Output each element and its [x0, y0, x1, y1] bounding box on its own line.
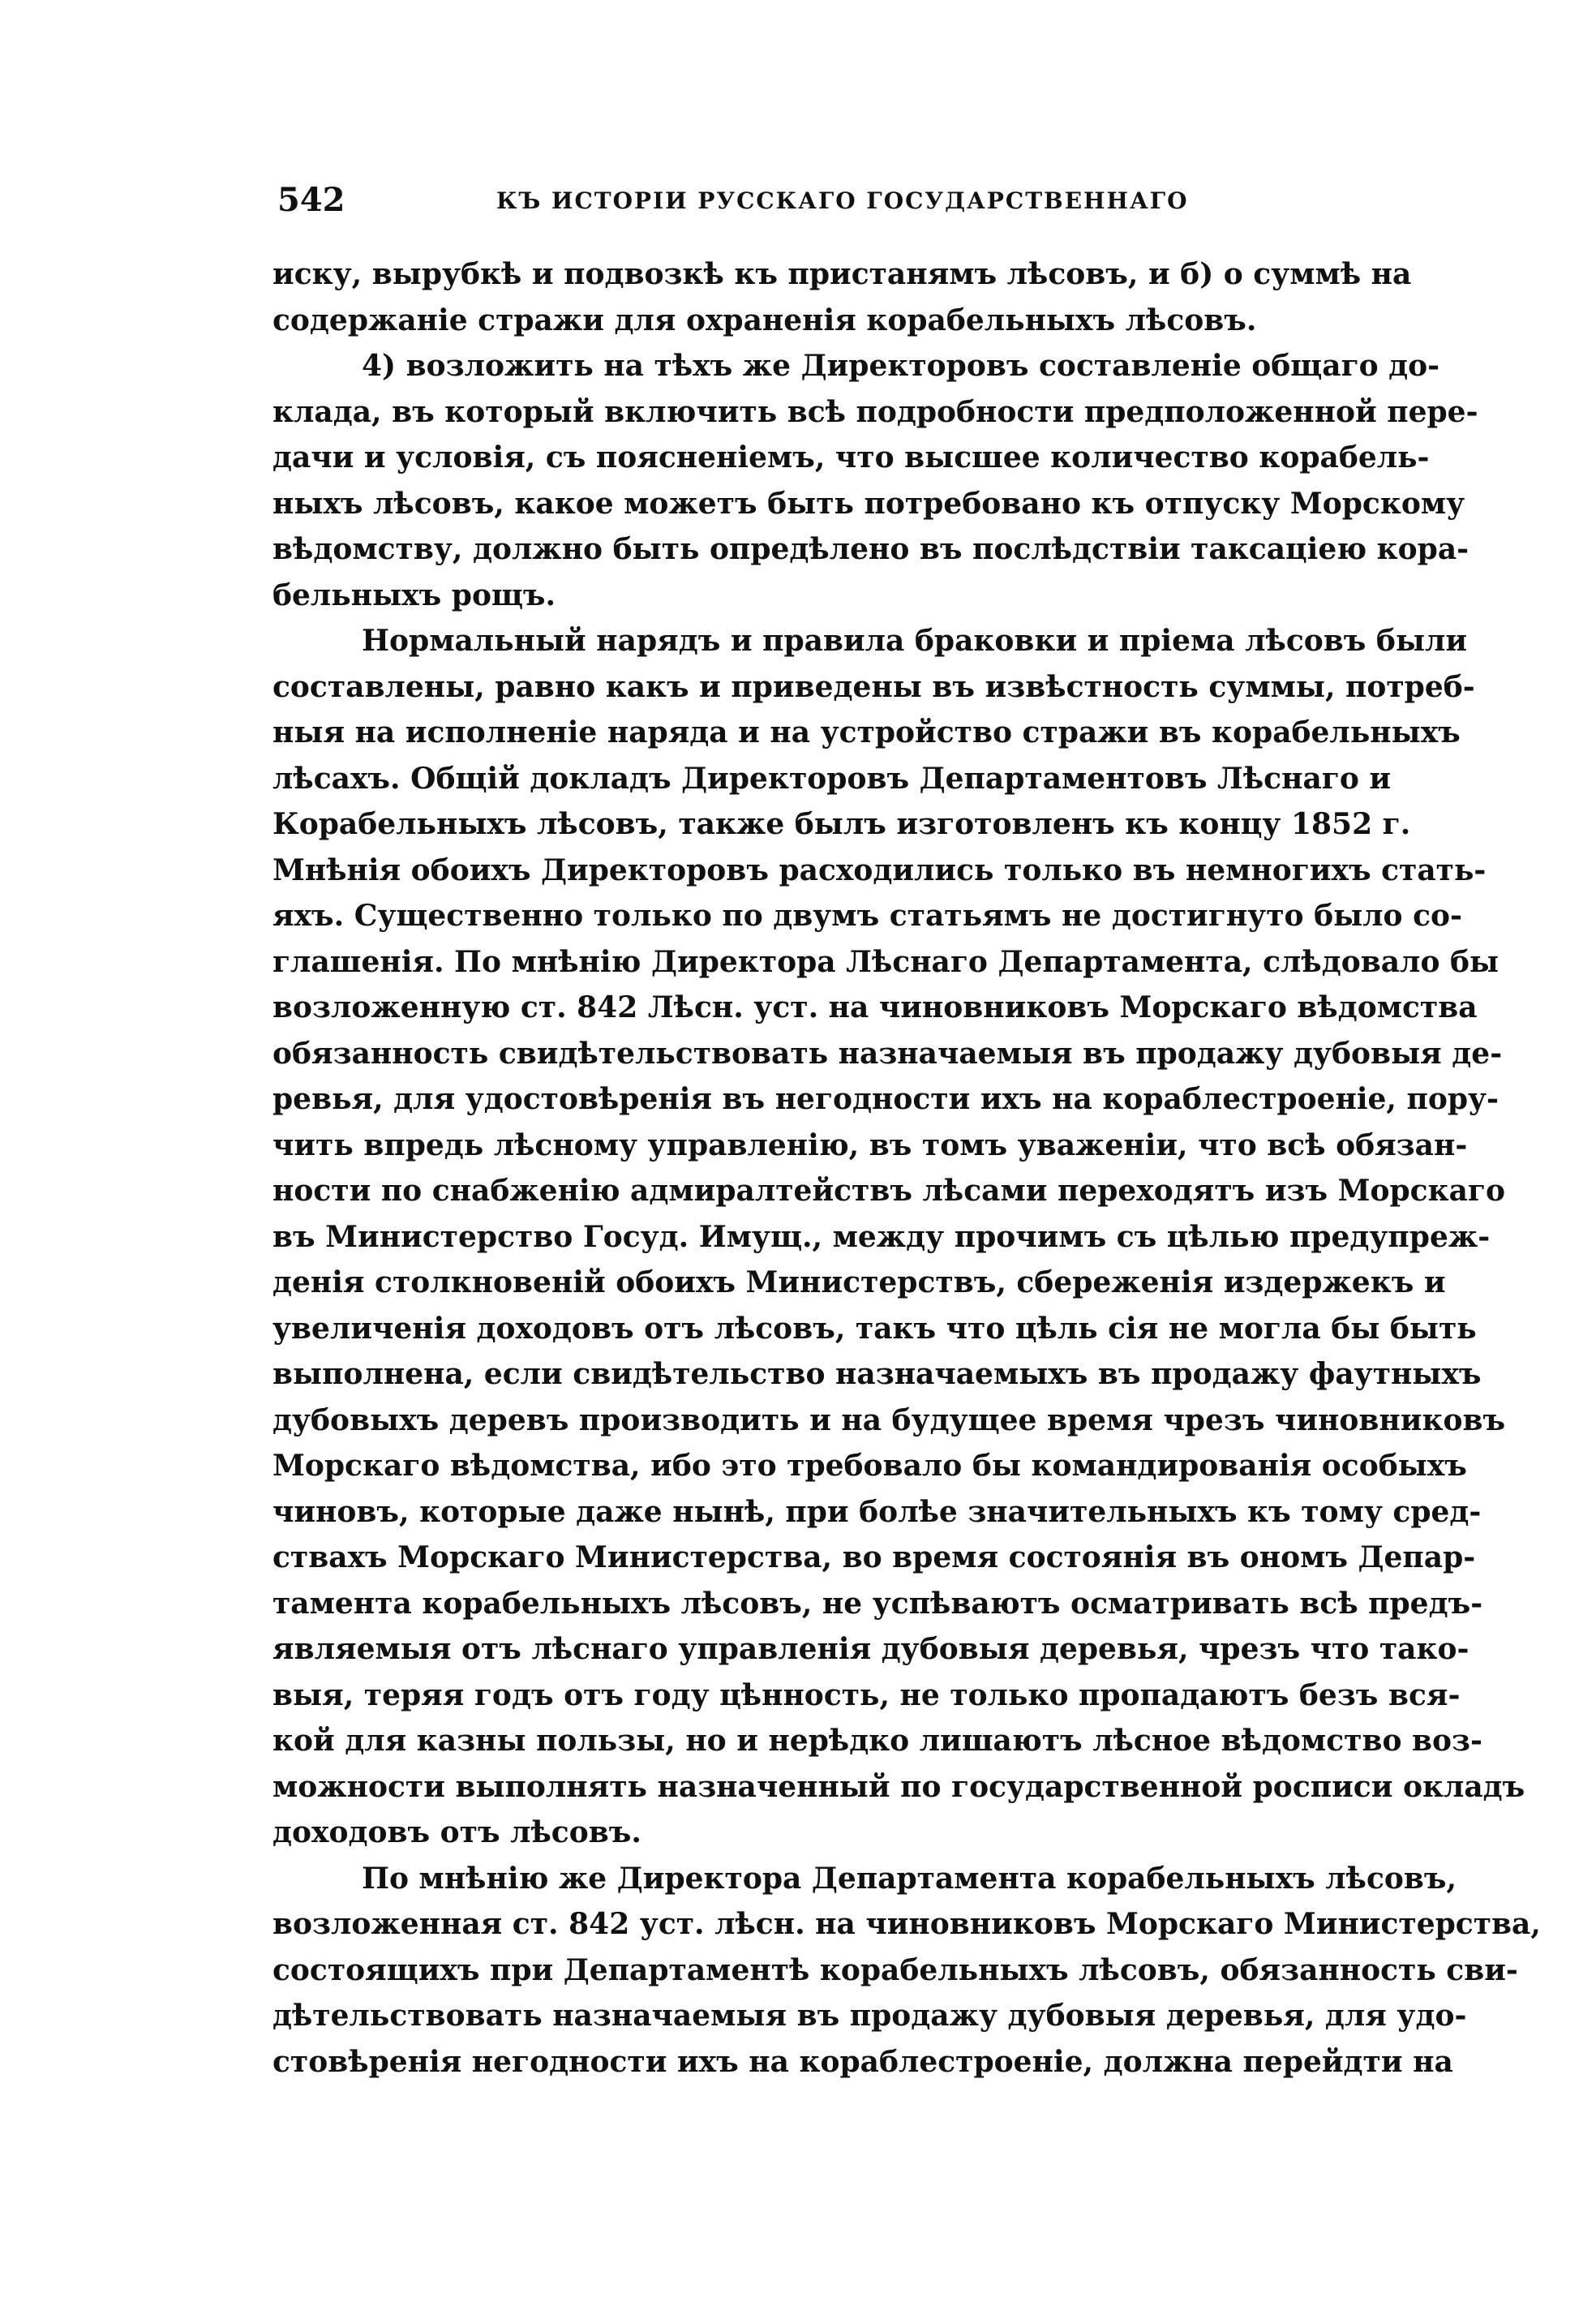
text-line: чиновъ, которые даже нынѣ, при болѣе значительныхъ къ тому сред-: [272, 1494, 1482, 1529]
text-line: ревья, для удостовѣренія въ негодности ихъ на кораблестроеніе, пору-: [272, 1082, 1499, 1116]
text-line: можности выполнять назначенный по государственной росписи окладъ: [272, 1769, 1525, 1804]
text-line: лѣсахъ. Общій докладъ Директоровъ Департаментовъ Лѣснаго и: [272, 761, 1392, 796]
text-line: составлены, равно какъ и приведены въ извѣстность суммы, потреб-: [272, 669, 1475, 704]
text-line: глашенія. По мнѣнію Директора Лѣснаго Департамента, слѣдовало бы: [272, 944, 1499, 979]
page-number: 542: [277, 181, 345, 219]
text-line: состоящихъ при Департаментѣ корабельныхъ лѣсовъ, обязанность сви-: [272, 1952, 1518, 1987]
text-line: тамента корабельныхъ лѣсовъ, не успѣваютъ осматривать всѣ предъ-: [272, 1586, 1483, 1621]
text-line: возложенную ст. 842 Лѣсн. уст. на чиновниковъ Морскаго вѣдомства: [272, 990, 1478, 1024]
text-line: бельныхъ рощъ.: [272, 578, 556, 612]
text-line: иску, вырубкѣ и подвозкѣ къ пристанямъ лѣсовъ, и б) о суммѣ на: [272, 257, 1412, 291]
text-line: въ Министерство Госуд. Имущ., между прочимъ съ цѣлью предупреж-: [272, 1219, 1491, 1254]
text-line: чить впредь лѣсному управленію, въ томъ уваженіи, что всѣ обязан-: [272, 1127, 1468, 1162]
text-line: вѣдомству, должно быть опредѣлено въ послѣдствіи таксаціею кора-: [272, 532, 1469, 566]
text-line: дачи и условія, съ поясненіемъ, что высшее количество корабель-: [272, 440, 1430, 475]
text-line: ствахъ Морскаго Министерства, во время состоянія въ ономъ Депар-: [272, 1540, 1476, 1574]
text-line: возложенная ст. 842 уст. лѣсн. на чиновниковъ Морскаго Министерства,: [272, 1907, 1541, 1941]
text-line: стовѣренія негодности ихъ на кораблестроеніе, должна перейдти на: [272, 2044, 1453, 2079]
text-line: увеличенія доходовъ отъ лѣсовъ, такъ что цѣль сія не могла бы быть: [272, 1311, 1477, 1346]
text-line: По мнѣнію же Директора Департамента корабельныхъ лѣсовъ,: [362, 1861, 1457, 1896]
text-line: ности по снабженію адмиралтействъ лѣсами переходятъ изъ Морскаго: [272, 1174, 1505, 1208]
text-line: выполнена, если свидѣтельство назначаемыхъ въ продажу фаутныхъ: [272, 1357, 1482, 1391]
text-line: выя, теряя годъ отъ году цѣнность, не только пропадаютъ безъ вся-: [272, 1677, 1461, 1712]
text-line: дубовыхъ деревъ производить и на будущее время чрезъ чиновниковъ: [272, 1402, 1506, 1437]
text-line: содержаніе стражи для охраненія корабельныхъ лѣсовъ.: [272, 303, 1257, 337]
text-line: Мнѣнія обоихъ Директоровъ расходились только въ немногихъ стать-: [272, 853, 1487, 887]
text-line: яхъ. Существенно только по двумъ статьямъ не достигнуто было со-: [272, 899, 1462, 933]
text-line: клада, въ который включить всѣ подробности предположенной пере-: [272, 394, 1478, 429]
text-line: являемыя отъ лѣснаго управленія дубовыя деревья, чрезъ что тако-: [272, 1632, 1469, 1666]
running-header: [277, 180, 1356, 221]
text-line: Морскаго вѣдомства, ибо это требовало бы командированія особыхъ: [272, 1449, 1467, 1483]
text-line: ныя на исполненіе наряда и на устройство стражи въ корабельныхъ: [272, 715, 1461, 749]
text-line: ныхъ лѣсовъ, какое можетъ быть потребовано къ отпуску Морскому: [272, 486, 1465, 521]
text-line: Нормальный нарядъ и правила браковки и пріема лѣсовъ были: [362, 624, 1468, 658]
text-line: денія столкновеній обоихъ Министерствъ, сбереженія издержекъ и: [272, 1265, 1446, 1299]
text-line: дѣтельствовать назначаемыя въ продажу дубовыя деревья, для удо-: [272, 1999, 1467, 2033]
text-line: кой для казны пользы, но и нерѣдко лишаютъ лѣсное вѣдомство воз-: [272, 1724, 1482, 1758]
text-line: Корабельныхъ лѣсовъ, также былъ изготовленъ къ концу 1852 г.: [272, 807, 1411, 841]
text-line: доходовъ отъ лѣсовъ.: [272, 1815, 641, 1849]
running-title: КЪ ИСТОРІИ РУССКАГО ГОСУДАРСТВЕННАГО: [496, 187, 1189, 214]
text-line: 4) возложить на тѣхъ же Директоровъ составленіе общаго до-: [362, 349, 1440, 383]
body-text: [272, 251, 1541, 2085]
text-line: обязанность свидѣтельствовать назначаемыя въ продажу дубовыя де-: [272, 1036, 1503, 1071]
